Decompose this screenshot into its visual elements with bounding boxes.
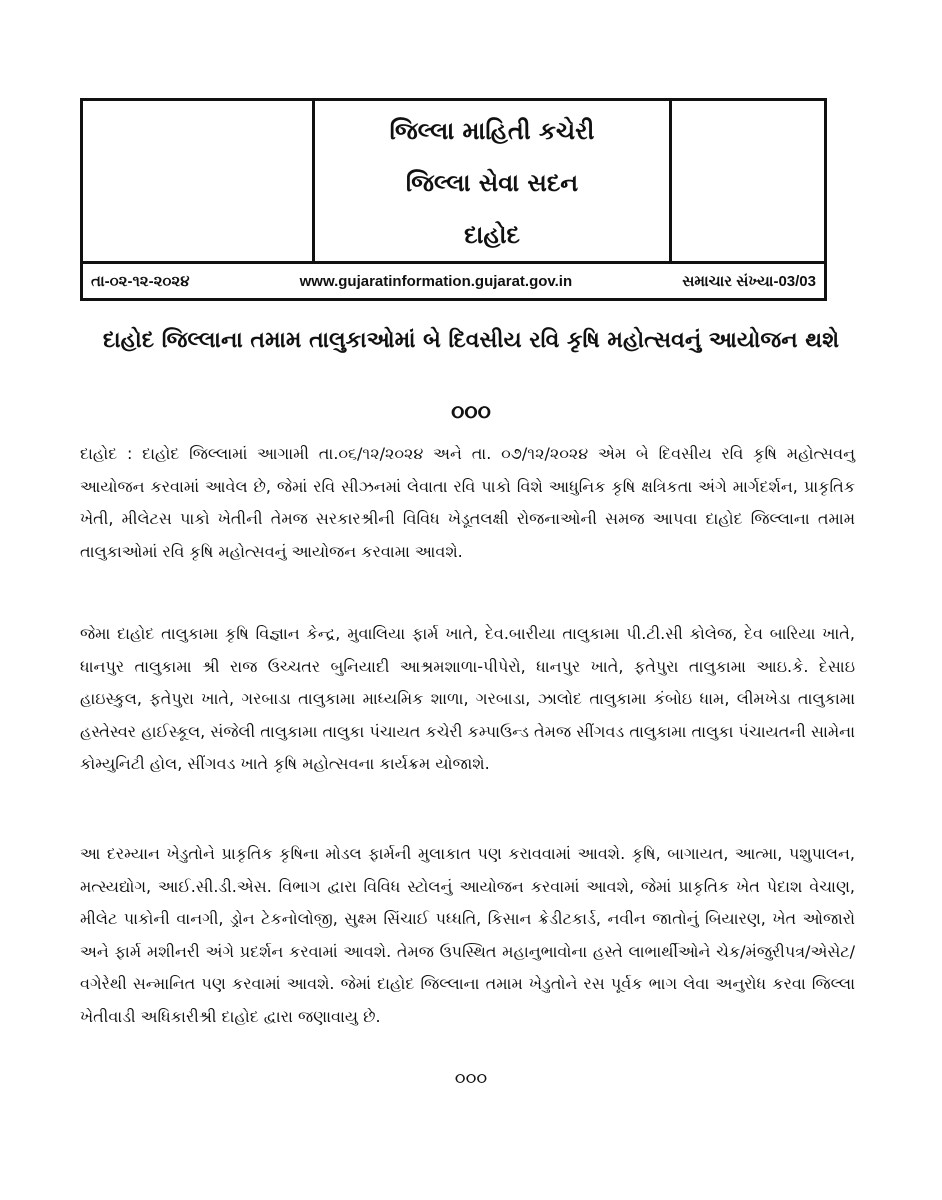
letterhead-table (80, 98, 827, 301)
news-number: સમાચાર સંખ્યા-03/03 (682, 272, 816, 290)
separator-bottom: ૦૦૦ (454, 1068, 488, 1089)
separator-top: ૦૦૦ (451, 400, 491, 425)
office-city: દાહોદ (464, 221, 520, 249)
letterhead-right-cell (671, 100, 826, 263)
office-name: જિલ્લા માહિતી કચેરી (389, 117, 595, 145)
info-row (82, 263, 826, 300)
letterhead-left-cell (82, 100, 314, 263)
website-link[interactable]: www.gujaratinformation.gujarat.gov.in (299, 272, 573, 290)
letterhead-center-cell (314, 100, 671, 263)
paragraph-3: આ દરમ્યાન ખેડુતોને પ્રાકૃતિક કૃષિના મોડલ ફાર્મની મુલાકાત પણ કરાવવામાં આવશે. કૃષિ, બાગાયત, આત્મા, પશુપાલન, મત્સ્યદ્યોગ, આઈ.સી.ડી.એસ. વિભાગ દ્વારા વિવિધ સ્ટોલનું આયોજન કરવામાં આવશે, જેમાં પ્રાકૃતિક ખેત પેદાશ વેચાણ, મીલેટ પાકોની વાનગી, ડ્રોન ટેકનોલોજી, સુક્ષ્મ સિંચાઈ પધ્ધતિ, કિસાન ક્રેડીટકાર્ડ, નવીન જાતોનું બિયારણ, ખેત ઓજારો અને ફાર્મ મશીનરી અંગે પ્રદર્શન કરવામાં આવશે. તેમજ ઉપસ્થિત મહાનુભાવોના હસ્તે લાભાર્થીઓને ચેક/મંજુરીપત્ર/એસેટ/ વગેરેથી સન્માનિત પણ કરવામાં આવશે. જેમાં દાહોદ જિલ્લાના તમામ ખેડુતોને રસ પૂર્વક ભાગ લેવા અનુરોધ કરવા જિલ્લા ખેતીવાડી અધિકારીશ્રી દાહોદ દ્વારા જણાવાયુ છે. (80, 844, 855, 1026)
office-building: જિલ્લા સેવા સદન (405, 169, 579, 197)
headline: દાહોદ જિલ્લાના તમામ તાલુકાઓમાં બે દિવસીય રવિ કૃષિ મહોત્સવનું આયોજન થશે (102, 328, 840, 353)
paragraph-1: દાહોદ : દાહોદ જિલ્લામાં આગામી તા.૦૬/૧૨/૨૦૨૪ અને તા. ૦૭/૧૨/૨૦૨૪ એમ બે દિવસીય રવિ કૃષિ મહોત્સવનુ આયોજન કરવામાં આવેલ છે, જેમાં રવિ સીઝનમાં લેવાતા રવિ પાકો વિશે આધુનિક કૃષિ ક્ષત્રિકતા અંગે માર્ગદર્શન, પ્રાકૃતિક ખેતી, મીલેટસ પાકો ખેતીની તેમજ સરકારશ્રીની વિવિધ ખેડૂતલક્ષી રોજનાઓની સમજ આપવા દાહોદ જિલ્લાના તમામ તાલુકાઓમાં રવિ કૃષિ મહોત્સવનું આયોજન કરવામા આવશે. (80, 444, 855, 561)
paragraph-2: જેમા દાહોદ તાલુકામા કૃષિ વિજ્ઞાન કેન્દ્ર, મુવાલિયા ફાર્મ ખાતે, દેવ.બારીયા તાલુકામા પી.ટી.સી કોલેજ, દેવ બારિયા ખાતે, ધાનપુર તાલુકામા શ્રી રાજ ઉચ્ચતર બુનિયાદી આશ્રમશાળા-પીપેરો, ધાનપુર ખાતે, ફતેપુરા તાલુકામા આઇ.કે. દેસાઇ હાઇસ્કુલ, ફતેપુરા ખાતે, ગરબાડા તાલુકામા માધ્યમિક શાળા, ગરબાડા, ઝાલોદ તાલુકામા કંબોઇ ધામ, લીમખેડા તાલુકામા હસ્તેસ્વર હાઈસ્કૂલ, સંજેલી તાલુકામા તાલુકા પંચાયત કચેરી કમ્પાઉન્ડ તેમજ સીંગવડ તાલુકામા તાલુકા પંચાયતની સામેના કોમ્યુનિટી હોલ, સીંગવડ ખાતે કૃષિ મહોત્સવના કાર્યક્રમ યોજાશે. (80, 624, 855, 773)
release-date: તા-૦૨-૧૨-૨૦૨૪ (91, 272, 190, 290)
